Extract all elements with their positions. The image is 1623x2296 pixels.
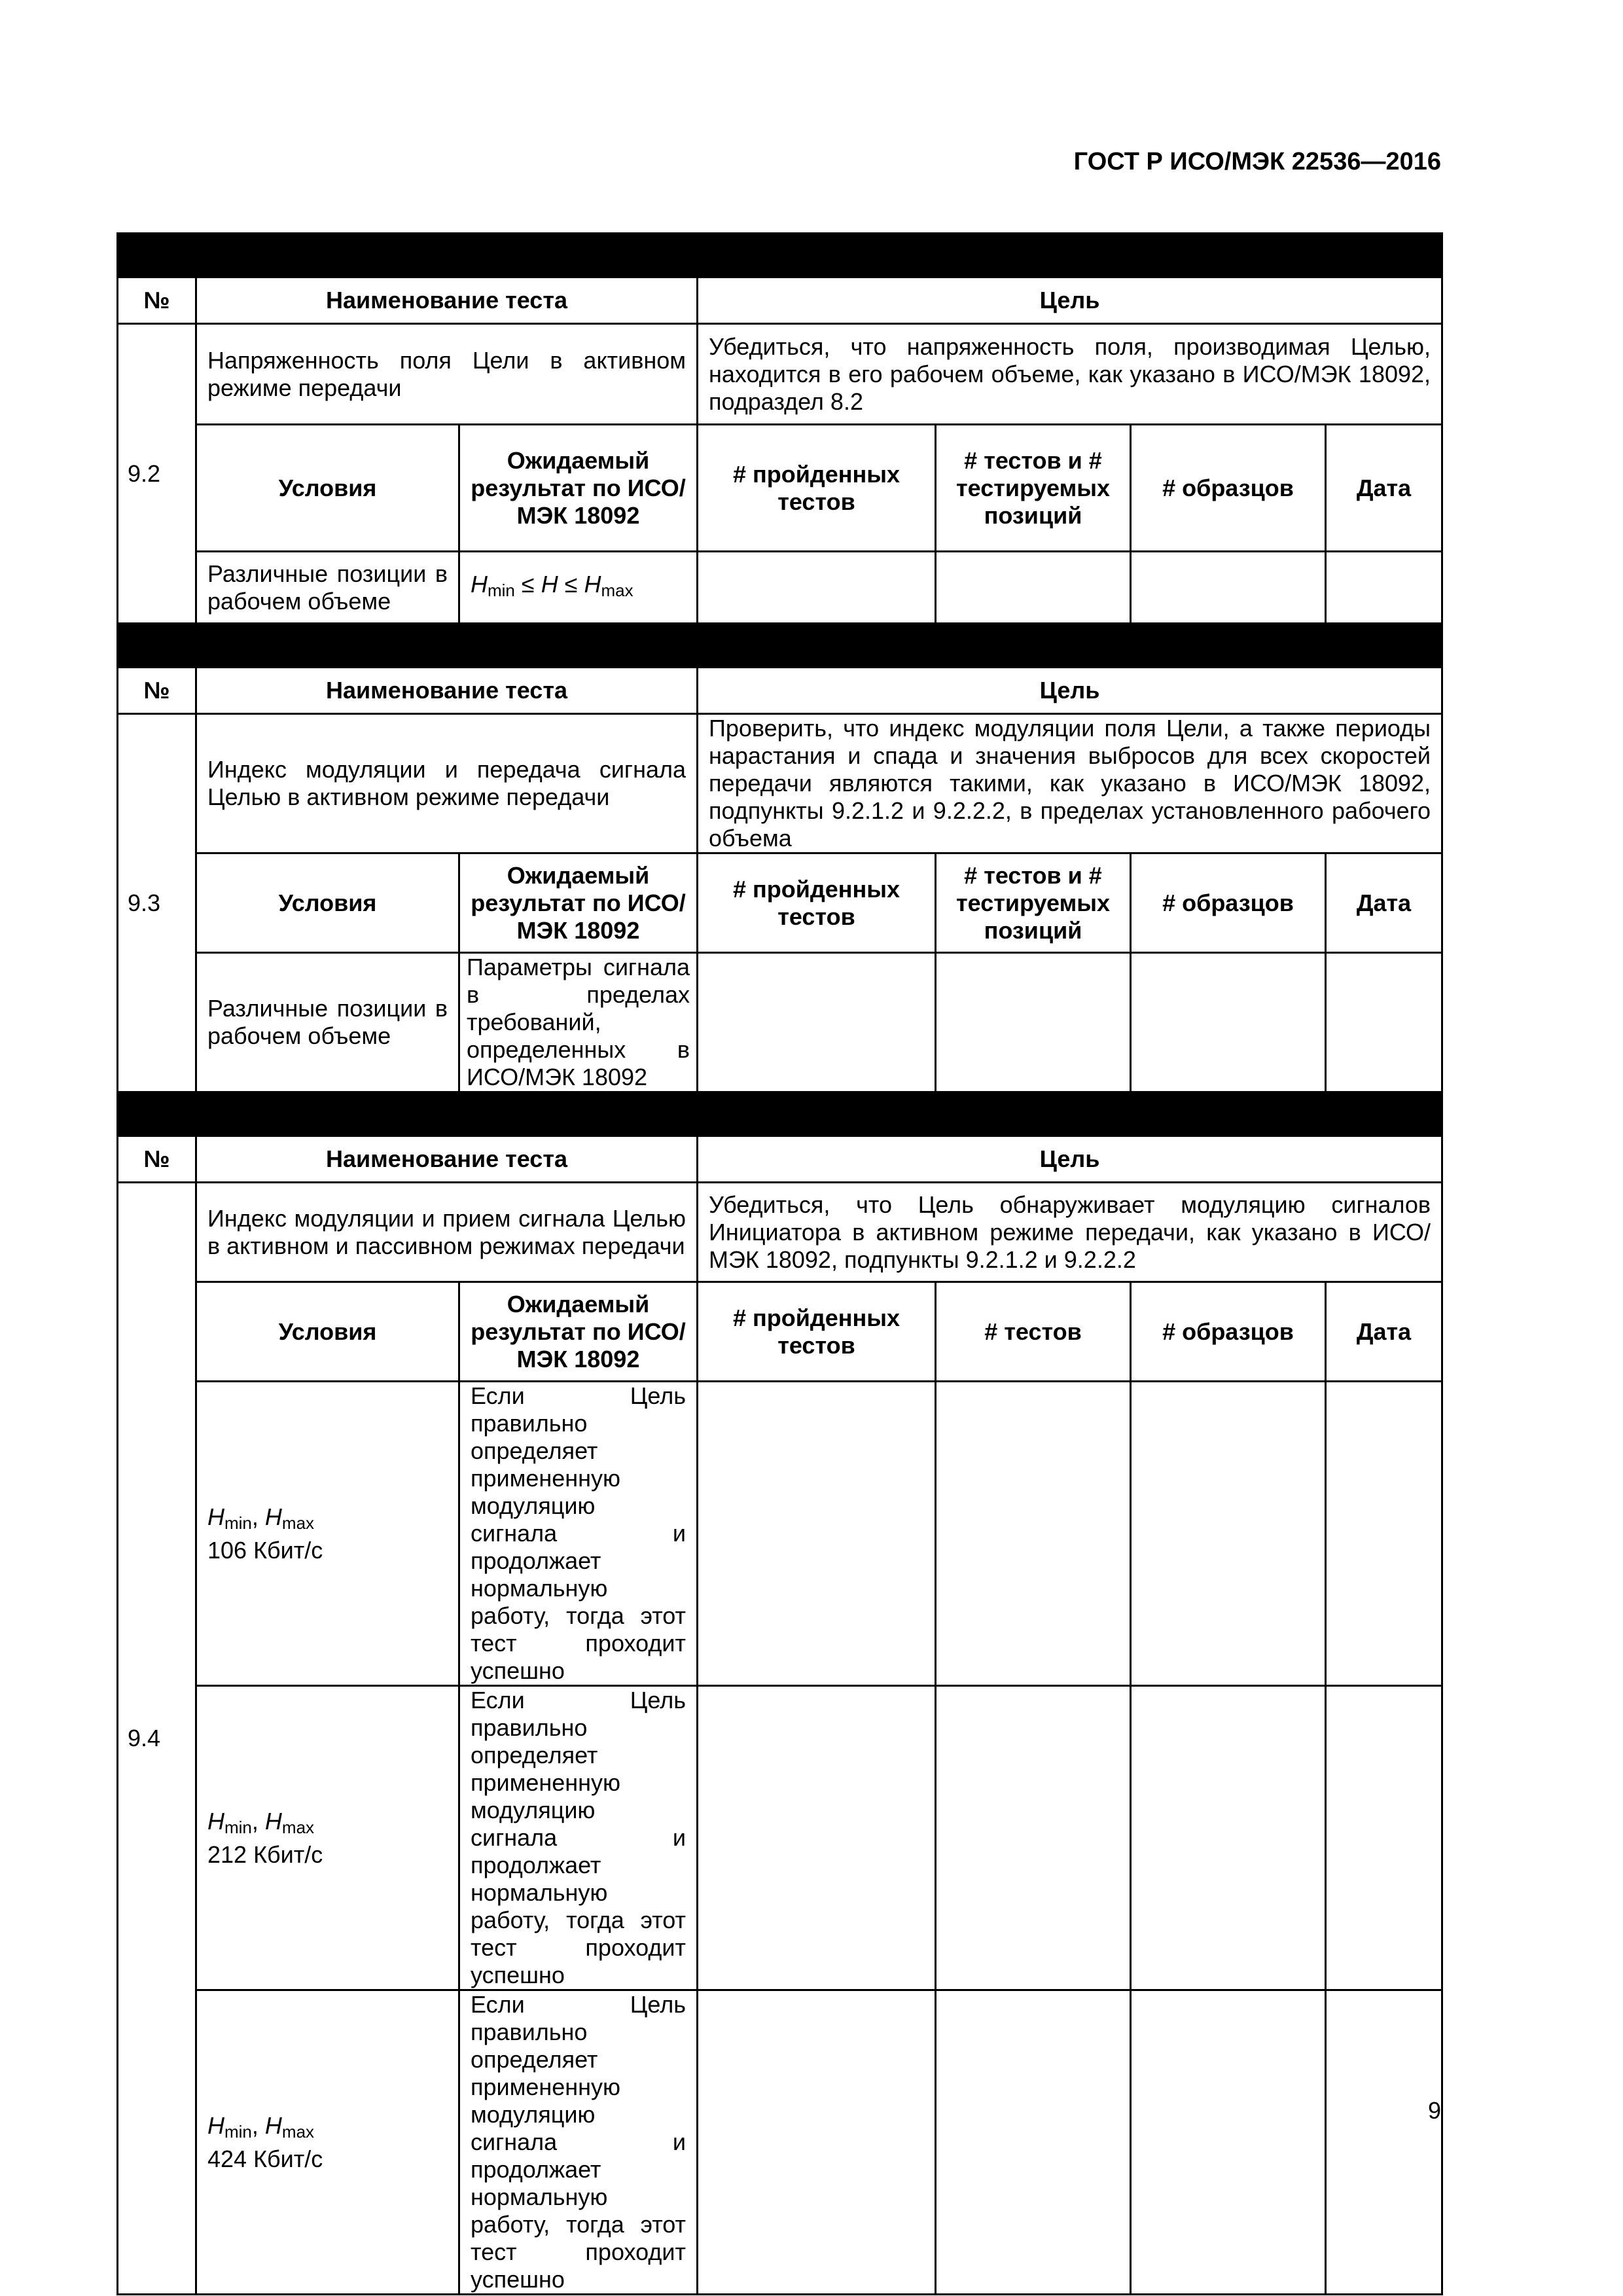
passed-cell xyxy=(698,1990,936,2295)
data-row xyxy=(118,1686,1442,1990)
tests-count-header: # тестов xyxy=(936,1282,1131,1382)
tests-count-cell xyxy=(936,552,1131,624)
table-header-row xyxy=(118,1136,1442,1183)
passed-cell xyxy=(698,1686,936,1990)
condition-cell: $H_{min}$, $H_{max}$ 106 Кбит/с xyxy=(196,1382,459,1686)
test-name-header: Наименование теста xyxy=(196,1136,698,1183)
data-row xyxy=(118,1382,1442,1686)
data-row xyxy=(118,953,1442,1092)
subheader-row xyxy=(118,1282,1442,1382)
conditions-header: Условия xyxy=(196,853,459,953)
expected-cell: Параметры сигнала в пределах требований, определенных в ИСО/МЭК 18092 xyxy=(459,953,698,1092)
samples-cell xyxy=(1131,1686,1326,1990)
passed-cell xyxy=(698,552,936,624)
test-table xyxy=(116,232,1443,2295)
conditions-header: Условия xyxy=(196,425,459,552)
expected-formula: $H_{min} \le H \le H_{max}$ xyxy=(459,552,698,624)
expected-result-header: Ожидаемый результат по ИСО/МЭК 18092 xyxy=(459,1282,698,1382)
goal-header: Цель xyxy=(698,1136,1442,1183)
no-header: № xyxy=(118,278,196,324)
samples-cell xyxy=(1131,1382,1326,1686)
passed-tests-header: # пройденных тестов xyxy=(698,853,936,953)
section-band xyxy=(118,624,1442,668)
samples-header: # образцов xyxy=(1131,425,1326,552)
date-cell xyxy=(1326,552,1442,624)
expected-result-header: Ожидаемый результат по ИСО/МЭК 18092 xyxy=(459,853,698,953)
data-row xyxy=(118,552,1442,624)
test-goal: Убедиться, что напряженность поля, производимая Целью, находится в его рабочем объеме, как указано в ИСО/МЭК 18092, подраздел 8.2 xyxy=(698,324,1442,425)
tests-count-header: # тестов и # тестируемых позиций xyxy=(936,425,1131,552)
samples-cell xyxy=(1131,552,1326,624)
date-header: Дата xyxy=(1326,853,1442,953)
tests-count-cell xyxy=(936,1686,1131,1990)
tests-count-header: # тестов и # тестируемых позиций xyxy=(936,853,1131,953)
expected-cell: Если Цель правильно определяет примененную модуляцию сигнала и продолжает нормальную работу, тогда этот тест проходит успешно xyxy=(459,1382,698,1686)
test-number: 9.3 xyxy=(118,714,196,1092)
test-row xyxy=(118,1183,1442,1282)
test-name-header: Наименование теста xyxy=(196,668,698,714)
condition-cell: Различные позиции в рабочем объеме xyxy=(196,552,459,624)
goal-header: Цель xyxy=(698,668,1442,714)
date-header: Дата xyxy=(1326,1282,1442,1382)
tests-count-cell xyxy=(936,1382,1131,1686)
subheader-row xyxy=(118,853,1442,953)
goal-header: Цель xyxy=(698,278,1442,324)
test-name: Индекс модуляции и передача сигнала Целью в активном режиме передачи xyxy=(196,714,698,853)
test-name-header: Наименование теста xyxy=(196,278,698,324)
no-header: № xyxy=(118,668,196,714)
data-row xyxy=(118,1990,1442,2295)
test-number: 9.2 xyxy=(118,324,196,624)
conditions-header: Условия xyxy=(196,1282,459,1382)
date-header: Дата xyxy=(1326,425,1442,552)
expected-cell: Если Цель правильно определяет примененную модуляцию сигнала и продолжает нормальную работу, тогда этот тест проходит успешно xyxy=(459,1686,698,1990)
test-row xyxy=(118,714,1442,853)
passed-tests-header: # пройденных тестов xyxy=(698,1282,936,1382)
table-header-row xyxy=(118,278,1442,324)
test-goal: Убедиться, что Цель обнаруживает модуляцию сигналов Инициатора в активном режиме передачи, как указано в ИСО/МЭК 18092, подпункты 9.2.1.2 и 9.2.2.2 xyxy=(698,1183,1442,1282)
date-cell xyxy=(1326,1382,1442,1686)
passed-cell xyxy=(698,1382,936,1686)
page-number: 9 xyxy=(1427,2097,1441,2124)
test-name: Индекс модуляции и прием сигнала Целью в активном и пассивном режимах передачи xyxy=(196,1183,698,1282)
samples-header: # образцов xyxy=(1131,1282,1326,1382)
expected-cell: Если Цель правильно определяет примененную модуляцию сигнала и продолжает нормальную работу, тогда этот тест проходит успешно xyxy=(459,1990,698,2295)
subheader-row xyxy=(118,425,1442,552)
test-number: 9.4 xyxy=(118,1183,196,2295)
date-cell xyxy=(1326,953,1442,1092)
samples-cell xyxy=(1131,1990,1326,2295)
section-band xyxy=(118,1092,1442,1136)
test-goal: Проверить, что индекс модуляции поля Цели, а также периоды нарастания и спада и значения выбросов для всех скоростей передачи являются такими, как указано в ИСО/МЭК 18092, подпункты 9.2.1.2 и 9.2.2.2, в пределах установленного рабочего объема xyxy=(698,714,1442,853)
table-header-row xyxy=(118,668,1442,714)
test-table-sheet xyxy=(116,232,1441,2295)
expected-result-header: Ожидаемый результат по ИСО/МЭК 18092 xyxy=(459,425,698,552)
no-header: № xyxy=(118,1136,196,1183)
samples-cell xyxy=(1131,953,1326,1092)
passed-cell xyxy=(698,953,936,1092)
condition-cell: $H_{min}$, $H_{max}$ 212 Кбит/с xyxy=(196,1686,459,1990)
test-row xyxy=(118,324,1442,425)
date-cell xyxy=(1326,1990,1442,2295)
condition-cell: Различные позиции в рабочем объеме xyxy=(196,953,459,1092)
condition-cell: $H_{min}$, $H_{max}$ 424 Кбит/с xyxy=(196,1990,459,2295)
tests-count-cell xyxy=(936,953,1131,1092)
samples-header: # образцов xyxy=(1131,853,1326,953)
tests-count-cell xyxy=(936,1990,1131,2295)
standard-designation: ГОСТ Р ИСО/МЭК 22536—2016 xyxy=(1073,148,1441,175)
test-name: Напряженность поля Цели в активном режиме передачи xyxy=(196,324,698,425)
date-cell xyxy=(1326,1686,1442,1990)
section-band xyxy=(118,234,1442,278)
passed-tests-header: # пройденных тестов xyxy=(698,425,936,552)
